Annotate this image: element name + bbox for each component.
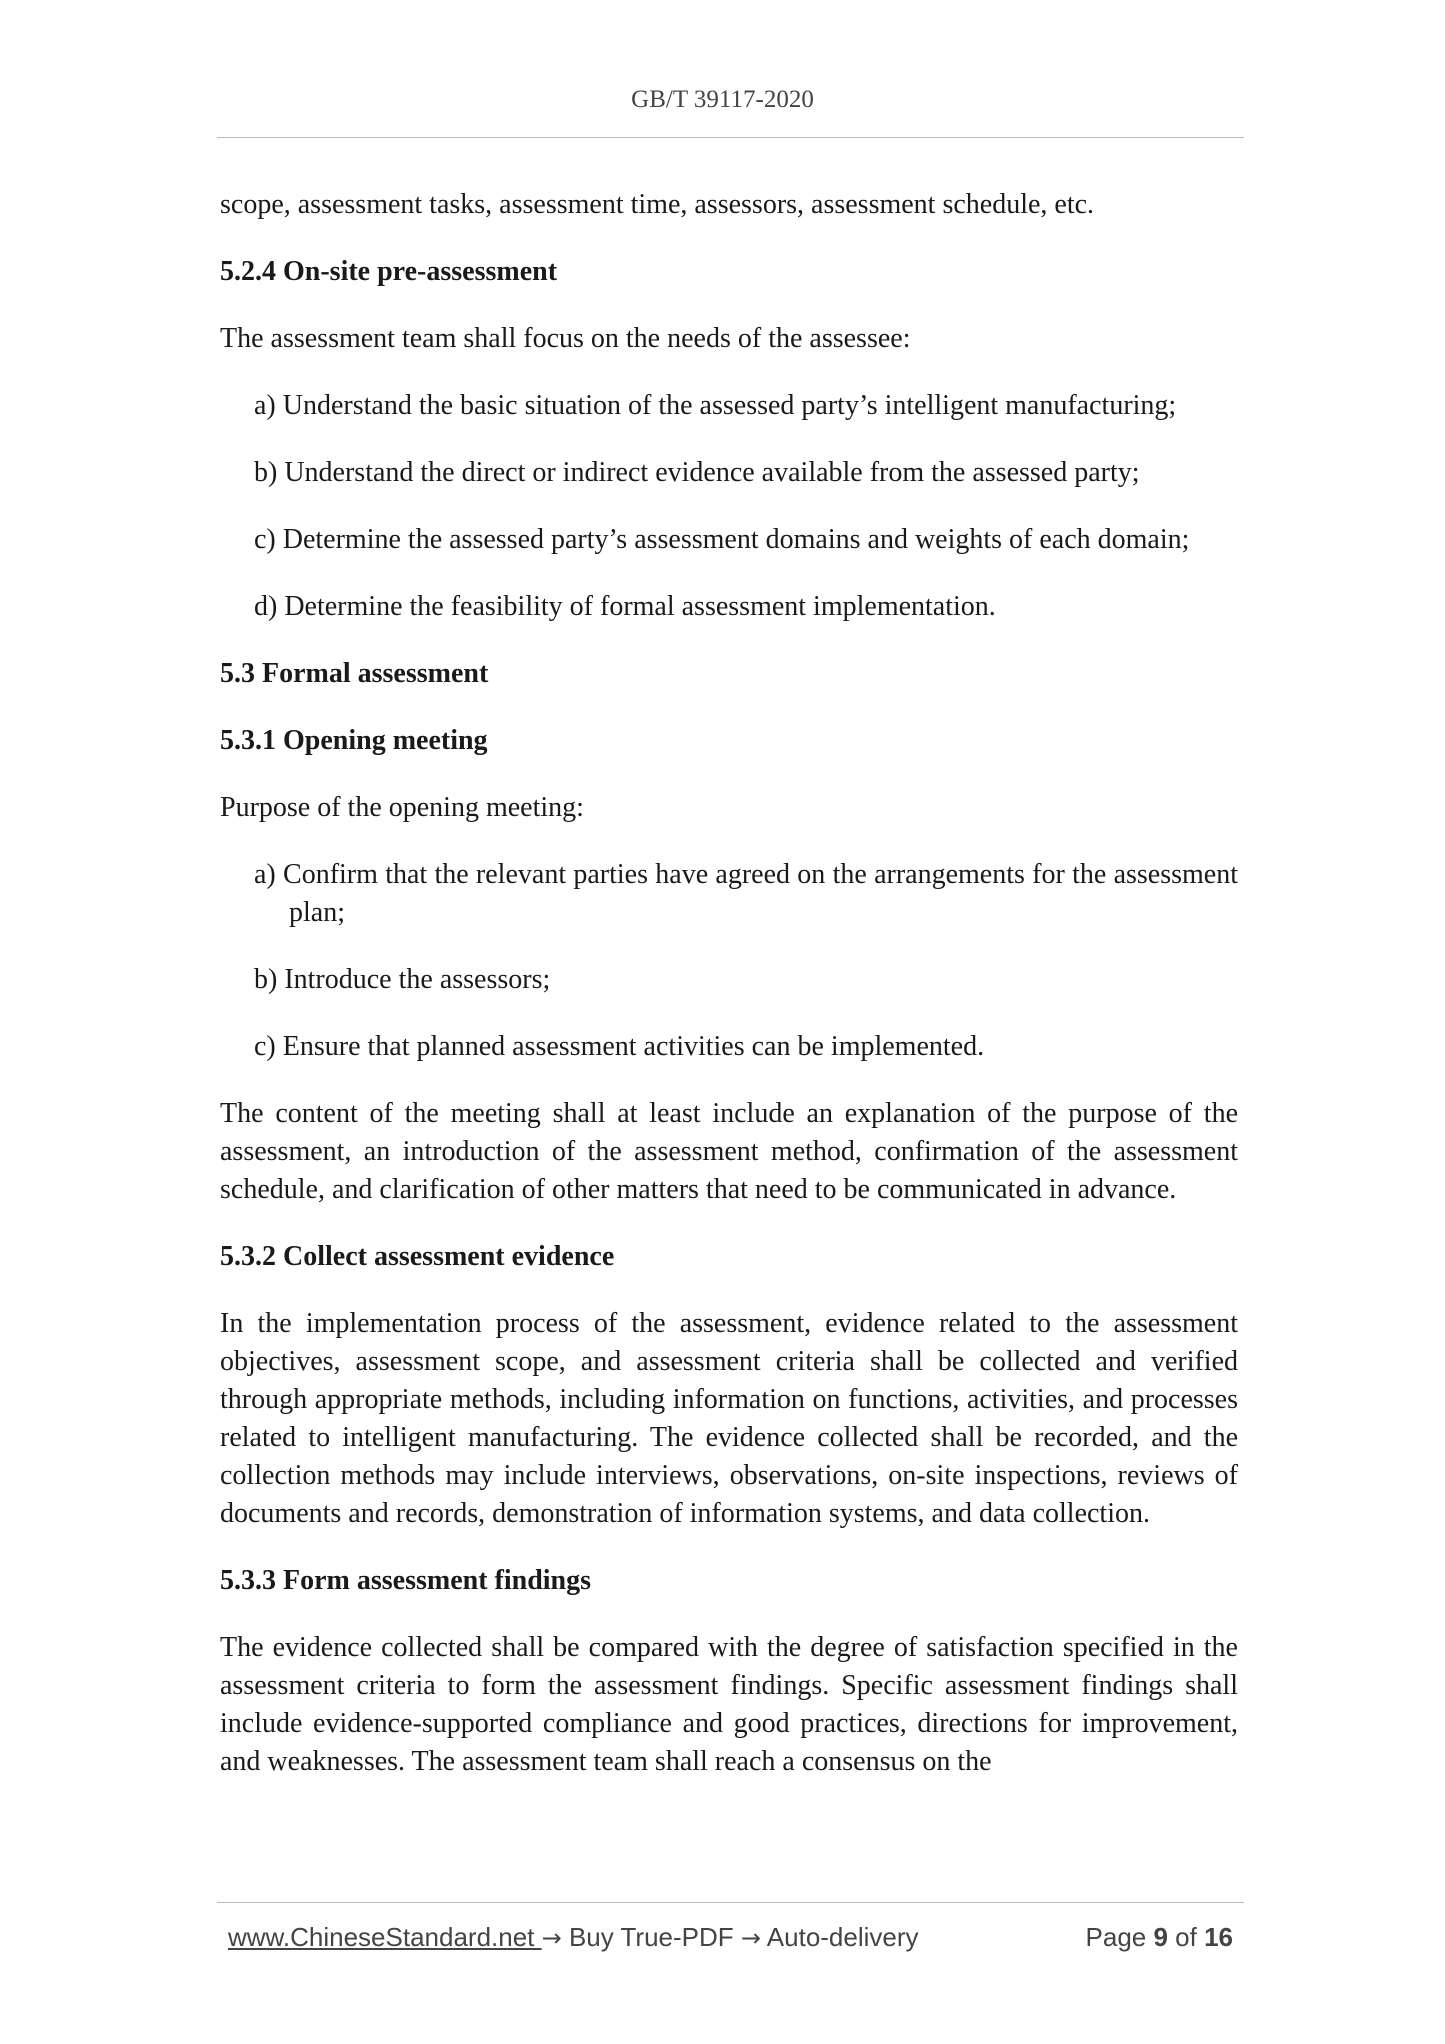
section-heading-5-3-3: 5.3.3 Form assessment findings: [220, 1565, 592, 1596]
list-item: b) Introduce the assessors;: [254, 964, 551, 995]
buy-label: Buy True-PDF: [561, 1922, 741, 1952]
list-item: c) Ensure that planned assessment activities can be implemented.: [254, 1031, 985, 1062]
arrow-right-icon: →: [740, 1924, 761, 1952]
list-item: a) Understand the basic situation of the assessed party’s intelligent manufacturing;: [254, 390, 1177, 421]
section-heading-5-3-1: 5.3.1 Opening meeting: [220, 725, 488, 756]
total-pages: 16: [1204, 1922, 1233, 1952]
section-heading-5-3: 5.3 Formal assessment: [220, 658, 489, 689]
paragraph-5-3-3: The evidence collected shall be compared with the degree of satisfaction specified in the assessment criteria to form the assessment findings. Specific assessment findings shall include evidence-supported compliance and good practices, directions for improvement, and weaknesses. The assessment team shall reach a consensus on the: [220, 1632, 1238, 1777]
delivery-label: Auto-delivery: [761, 1922, 919, 1952]
header-rule: [217, 137, 1244, 138]
paragraph-5-2-4: The assessment team shall focus on the needs of the assessee:: [220, 323, 911, 354]
of-word: of: [1167, 1922, 1205, 1952]
paragraph-meeting-content: The content of the meeting shall at least include an explanation of the purpose of the assessment, an introduction of the assessment method, confirmation of the assessment schedule, and clarification of other matters that need to be communicated in advance.: [220, 1098, 1238, 1205]
current-page: 9: [1153, 1922, 1168, 1952]
page-footer: [228, 1922, 1233, 1956]
paragraph-5-3-2: In the implementation process of the assessment, evidence related to the assessment objectives, assessment scope, and assessment criteria shall be collected and verified through appropriate methods, including information on functions, activities, and processes related to intelligent manufacturing. The evidence collected shall be recorded, and the collection methods may include interviews, observations, on-site inspections, reviews of documents and records, demonstration of information systems, and data collection.: [220, 1308, 1238, 1529]
list-item: d) Determine the feasibility of formal assessment implementation.: [254, 591, 996, 622]
section-heading-5-3-2: 5.3.2 Collect assessment evidence: [220, 1241, 615, 1272]
intro-paragraph: scope, assessment tasks, assessment time, assessors, assessment schedule, etc.: [220, 189, 1095, 220]
page-body: [220, 186, 1238, 1810]
footer-left: [228, 1922, 919, 1953]
paragraph-5-3-1: Purpose of the opening meeting:: [220, 792, 584, 823]
arrow-right-icon: →: [541, 1924, 562, 1952]
section-heading-5-2-4: 5.2.4 On-site pre-assessment: [220, 256, 558, 287]
list-item: c) Determine the assessed party’s assessment domains and weights of each domain;: [254, 524, 1190, 555]
list-item: a) Confirm that the relevant parties have agreed on the arrangements for the assessment plan;: [254, 859, 1238, 928]
list-item: b) Understand the direct or indirect evidence available from the assessed party;: [254, 457, 1140, 488]
footer-rule: [217, 1902, 1244, 1903]
page-number: [1086, 1922, 1233, 1953]
page-word: Page: [1085, 1922, 1154, 1952]
page-header-title: GB/T 39117-2020: [631, 86, 814, 113]
site-link[interactable]: www.ChineseStandard.net: [228, 1922, 542, 1952]
